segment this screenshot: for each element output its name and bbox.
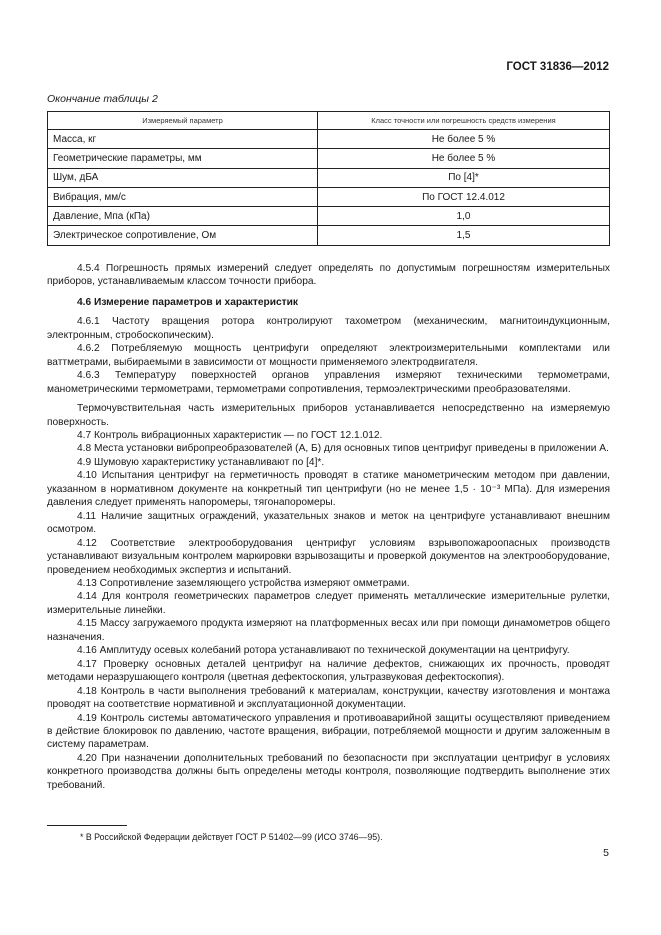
table-row <box>48 130 610 149</box>
paragraph: 4.20 При назначении дополнительных требований по безопасности при эксплуатации центрифуг в условиях конкретного производства должны быть определены методы контроля, позволяющие подтвердить выполнение этих требований. <box>47 752 610 791</box>
paragraph: 4.6.2 Потребляемую мощность центрифуги определяют электроизмерительными комплектами или ваттметрами, выбираемыми в зависимости от мощности применяемого электродвигателя. <box>47 343 610 368</box>
parameter-cell: Шум, дБА <box>48 168 318 187</box>
document-id: ГОСТ 31836—2012 <box>506 61 609 73</box>
parameter-cell: Вибрация, мм/с <box>48 187 318 206</box>
accuracy-cell: 1,0 <box>318 207 610 226</box>
paragraph: 4.15 Массу загружаемого продукта измеряют на платформенных весах или при помощи динамометров общего назначения. <box>47 618 610 643</box>
accuracy-cell: По [4]* <box>318 168 610 187</box>
footnote-divider <box>47 825 127 826</box>
paragraph: 4.13 Сопротивление заземляющего устройства измеряют омметрами. <box>77 577 410 589</box>
paragraph: 4.5.4 Погрешность прямых измерений следует определять по допустимым погрешностям измерительных приборов, устанавливаемым классом точности прибора. <box>47 263 610 288</box>
paragraph: 4.12 Соответствие электрооборудования центрифуг условиям взрывопожароопасных производств устанавливают визуальным контролем маркировки взрывозащиты и проверкой документов на электрооборудование, проведением необходимых экспертиз и испытаний. <box>47 537 610 576</box>
measurement-table <box>47 111 610 246</box>
table-row <box>48 149 610 168</box>
paragraph: 4.11 Наличие защитных ограждений, указательных знаков и меток на центрифуге устанавливают внешним осмотром. <box>47 510 610 536</box>
parameter-cell: Давление, Мпа (кПа) <box>48 207 318 226</box>
paragraph: 4.18 Контроль в части выполнения требований к материалам, конструкции, качеству изготовления и монтажа проводят на соответствие нормативной и эксплуатационной документации. <box>47 685 610 711</box>
paragraph: 4.19 Контроль системы автоматического управления и противоаварийной защиты осуществляют приведением в действие блокировок по давлению, частоте вращения, вибрации, потребляемой мощности и другим заложенным в систему параметрам. <box>47 712 610 751</box>
table-row <box>48 226 610 245</box>
column-header: Класс точности или погрешность средств измерения <box>318 112 610 130</box>
accuracy-cell: Не более 5 % <box>318 149 610 168</box>
accuracy-cell: По ГОСТ 12.4.012 <box>318 187 610 206</box>
paragraph: 4.7 Контроль вибрационных характеристик — по ГОСТ 12.1.012. <box>77 429 383 441</box>
paragraph: 4.16 Амплитуду осевых колебаний ротора устанавливают по технической документации на центрифугу. <box>77 645 570 657</box>
accuracy-cell: 1,5 <box>318 226 610 245</box>
paragraph: 4.6.3 Температуру поверхностей органов управления измеряют техническими термометрами, манометрическими термометрами, термометрами сопротивления, термоэлектрическими преобразователями. <box>47 370 610 395</box>
table-caption: Окончание таблицы 2 <box>47 93 158 105</box>
paragraph: 4.6.1 Частоту вращения ротора контролируют тахометром (механическим, магнитоиндукционным, электронным, стробоскопическим). <box>47 316 610 341</box>
parameter-cell: Масса, кг <box>48 130 318 149</box>
paragraph: 4.8 Места установки вибропреобразователей (А, Б) для основных типов центрифуг приведены в приложении А. <box>77 443 609 455</box>
table-header-row <box>48 112 610 130</box>
paragraph: 4.17 Проверку основных деталей центрифуг на наличие дефектов, снижающих их прочность, проводят методами неразрушающего контроля (цветная дефектоскопия, ультразвуковая дефектоскопия). <box>47 658 610 684</box>
column-header: Измеряемый параметр <box>48 112 318 130</box>
paragraph: Термочувствительная часть измерительных приборов устанавливается непосредственно на измеряемую поверхность. <box>47 403 610 428</box>
section-heading: 4.6 Измерение параметров и характеристик <box>77 296 299 308</box>
accuracy-cell: Не более 5 % <box>318 130 610 149</box>
table-row <box>48 168 610 187</box>
paragraph: 4.9 Шумовую характеристику устанавливают по [4]*. <box>77 456 325 468</box>
parameter-cell: Электрическое сопротивление, Ом <box>48 226 318 245</box>
paragraph: 4.10 Испытания центрифуг на герметичность проводят в статике манометрическим методом при давлении, указанном в нормативном документе на конкретный тип центрифуги (но не менее 1,5 · 10⁻³ МПа). Для измерения давления следует применять напоромеры, тягонапоромеры. <box>47 470 610 509</box>
footnote: * В Российской Федерации действует ГОСТ Р 51402—99 (ИСО 3746—95). <box>80 832 383 842</box>
paragraph: 4.14 Для контроля геометрических параметров следует применять металлические измерительные рулетки, измерительные линейки. <box>47 591 610 616</box>
parameter-cell: Геометрические параметры, мм <box>48 149 318 168</box>
page-number: 5 <box>603 847 609 859</box>
table-row <box>48 207 610 226</box>
table-row <box>48 187 610 206</box>
document-body <box>47 262 610 792</box>
